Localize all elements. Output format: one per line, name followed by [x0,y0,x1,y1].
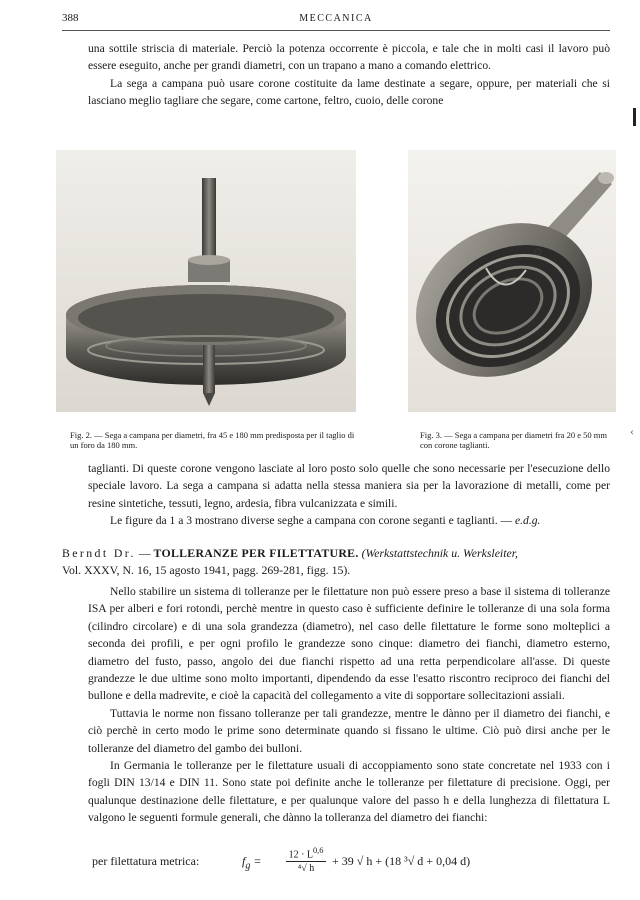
tolerance-formula [92,846,592,880]
continuation-paragraph-2-text: Le figure da 1 a 3 mostrano diverse seghe a campana con corone seganti e taglianti. — [110,514,513,528]
formula-numerator [286,846,326,862]
header-rule [62,30,610,31]
article-source: (Werkstattstechnik u. Werksleiter, [361,546,518,560]
figure-3-caption: Fig. 3. — Sega a campana per diametri fra 20 e 50 mm con corone taglianti. [420,430,607,450]
figure-2-photo [56,150,356,412]
margin-bracket-icon: ‹ [630,424,634,438]
intro-text [88,40,610,110]
bell-saw-small-illustration [408,150,616,412]
continuation-paragraph-1: taglianti. Di queste corone vengono lasciate al loro posto solo quelle che sono necessarie per l'esecuzione dello speciale lavoro. La sega a campana si adatta nella stessa maniera sia per la lavorazione di metalli, come per resine sintetiche, tessuti, legno, ardesia, fibra vulcanizzata e simili. [88,462,610,510]
formula-numerator-text: 12 · L [288,849,314,861]
continuation-text [88,460,610,530]
formula-lhs-subscript: g [245,860,251,872]
margin-mark [633,108,636,126]
article-paragraph-3: In Germania le tolleranze per le filettature usuali di accoppiamento sono state concretate nel 1933 con i fogli DIN 13/14 e DIN 11. Sono state poi definite anche le tolleranze per filettature di precisione. Oggi, per qualunque destinazione delle filettature, e per qualunque valore del passo h e della lunghezza di filettatura L valgono le seguenti formule generali, che dànno la tolleranza del diametro dei fianchi: [88,759,610,825]
formula-label: per filettatura metrica: [92,854,200,868]
article-body [88,583,610,827]
formula-lhs [242,854,261,871]
figure-3-photo [408,150,616,412]
continuation-paragraph-2 [88,512,610,529]
article-source-details: Vol. XXXV, N. 16, 15 agosto 1941, pagg. 269-281, figg. 15). [62,563,351,577]
journal-title: MECCANICA [299,13,373,24]
article-paragraph-1: Nello stabilire un sistema di tolleranze per le filettature non può essere preso a base il sistema di tolleranze ISA per alberi e fori rotondi, perchè mentre in questo caso è sufficiente definire le tolleranze di una sola forma (cilindro circolare) e di una sola grandezza (diametro), nel caso delle filettature le forme sono molteplici a seconda dei profili, e per ogni profilo le grandezze sono cinque: diametro dei fianchi, diametro esterno, diametro del fusto, passo, angolo dei due fianchi rispetto ad una retta perpendicolare all'asse. Di queste grandezze le due ultime sono molto importanti, dipendendo da esse l'esatto riscontro reciproco dei fianchi del bullone e della madrevite, e cioè la capacità del collegamento a vite di sopportare sollecitazioni assiali. [88,585,610,703]
figure-2-caption: Fig. 2. — Sega a campana per diametri, fra 45 e 180 mm predisposta per il taglio di un foro da 180 mm. [70,430,355,450]
formula-lhs-symbol: f [242,854,246,868]
formula-numerator-exponent: 0,6 [313,846,324,855]
formula-fraction [286,846,326,874]
intro-paragraph-1: una sottile striscia di materiale. Perciò la potenza occorrente è piccola, e tale che in molti casi il lavoro può essere eseguito, anche per grandi diametri, con un trapano a mano a comando elettrico. [88,42,610,73]
page-number: 388 [62,12,79,24]
signature: e.d.g. [515,514,541,528]
formula-remainder: + 39 √ h + (18 ³√ d + 0,04 d) [332,854,471,868]
formula-denominator: ⁴√ h [297,863,315,875]
formula-equals: = [250,854,262,868]
heading-dash: — [135,546,154,560]
article-author: Berndt Dr. [62,546,136,560]
article-paragraph-2: Tuttavia le norme non fissano tolleranze per tali grandezze, mentre le dànno per il diametro dei fianchi, e ciò perchè in certo modo le prime sono determinate quando si fissano le ultime. Ciò può dirsi anche per le tolleranze del diametro del gambo dei bulloni. [88,706,610,755]
running-header [62,12,610,28]
article-title: TOLLERANZE PER FILETTATURE. [153,546,359,560]
article-heading [62,545,610,579]
bell-saw-large-illustration [56,150,356,412]
intro-paragraph-2: La sega a campana può usare corone costituite da lame destinate a segare, oppure, per materiali che si lasciano meglio tagliare che segare, come cartone, feltro, cuoio, delle corone [88,76,610,108]
